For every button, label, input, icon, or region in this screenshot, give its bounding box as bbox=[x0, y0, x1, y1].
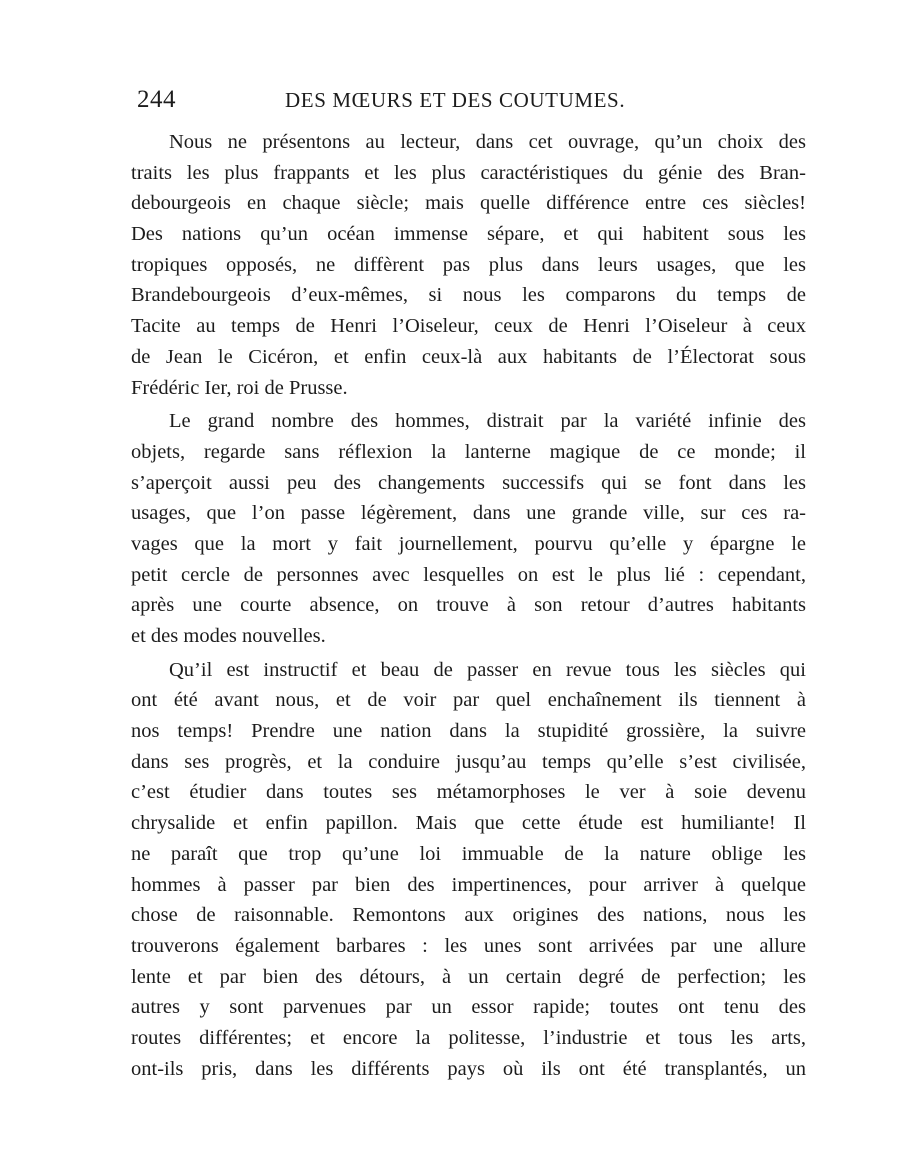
text-line: Qu’il est instructif et beau de passer en revue tous les siècles qui bbox=[169, 658, 806, 681]
text-line: Des nations qu’un océan immense sépare, et qui habitent sous les bbox=[131, 223, 806, 246]
running-title: DES MŒURS ET DES COUTUMES. bbox=[285, 88, 626, 112]
text-line: Brandebourgeois d’eux-mêmes, si nous les comparons du temps de bbox=[131, 284, 806, 307]
text-line: dans ses progrès, et la conduire jusqu’au temps qu’elle s’est civilisée, bbox=[131, 750, 806, 773]
text-line: autres y sont parvenues par un essor rapide; toutes ont tenu des bbox=[131, 996, 806, 1019]
paragraph-2 bbox=[131, 406, 806, 652]
text-line: chose de raisonnable. Remontons aux origines des nations, nous les bbox=[131, 904, 806, 927]
text-line: Frédéric Ier, roi de Prusse. bbox=[131, 376, 348, 399]
text-line: ne paraît que trop qu’une loi immuable de la nature oblige les bbox=[131, 842, 806, 865]
text-line: vages que la mort y fait journellement, pourvu qu’elle y épargne le bbox=[131, 532, 806, 555]
text-line: s’aperçoit aussi peu des changements successifs qui se font dans les bbox=[131, 471, 806, 494]
text-line: trouverons également barbares : les unes sont arrivées par une allure bbox=[131, 934, 806, 957]
text-line: routes différentes; et encore la politesse, l’industrie et tous les arts, bbox=[131, 1026, 806, 1049]
text-line: nos temps! Prendre une nation dans la stupidité grossière, la suivre bbox=[131, 720, 806, 743]
body-text bbox=[131, 127, 806, 1084]
text-line: ont été avant nous, et de voir par quel enchaînement ils tiennent à bbox=[131, 689, 806, 712]
text-line: Nous ne présentons au lecteur, dans cet ouvrage, qu’un choix des bbox=[169, 131, 806, 153]
text-line: de Jean le Cicéron, et enfin ceux-là aux habitants de l’Électorat sous bbox=[131, 345, 806, 368]
text-line: chrysalide et enfin papillon. Mais que cette étude est humiliante! Il bbox=[131, 812, 806, 835]
paragraph-1 bbox=[131, 127, 806, 403]
text-line: traits les plus frappants et les plus caractéristiques du génie des Bran- bbox=[131, 161, 806, 184]
text-line: après une courte absence, on trouve à son retour d’autres habitants bbox=[131, 594, 806, 617]
text-line: Tacite au temps de Henri l’Oiseleur, ceux de Henri l’Oiseleur à ceux bbox=[131, 315, 806, 338]
text-line: debourgeois en chaque siècle; mais quelle différence entre ces siècles! bbox=[131, 192, 806, 215]
page-number: 244 bbox=[137, 86, 176, 113]
text-line: usages, que l’on passe légèrement, dans une grande ville, sur ces ra- bbox=[131, 502, 806, 525]
text-line: lente et par bien des détours, à un certain degré de perfection; les bbox=[131, 965, 806, 988]
text-line: ont-ils pris, dans les différents pays où ils ont été transplantés, un bbox=[131, 1057, 806, 1080]
text-line: et des modes nouvelles. bbox=[131, 625, 326, 647]
running-head bbox=[137, 86, 807, 120]
text-line: hommes à passer par bien des impertinences, pour arriver à quelque bbox=[131, 873, 806, 896]
text-line: c’est étudier dans toutes ses métamorphoses le ver à soie devenu bbox=[131, 781, 806, 804]
text-line: petit cercle de personnes avec lesquelles on est le plus lié : cependant, bbox=[131, 563, 806, 586]
text-line: objets, regarde sans réflexion la lanterne magique de ce monde; il bbox=[131, 440, 806, 463]
text-line: Le grand nombre des hommes, distrait par la variété infinie des bbox=[169, 410, 806, 433]
paragraph-3 bbox=[131, 655, 806, 1085]
text-line: tropiques opposés, ne diffèrent pas plus dans leurs usages, que les bbox=[131, 253, 806, 276]
